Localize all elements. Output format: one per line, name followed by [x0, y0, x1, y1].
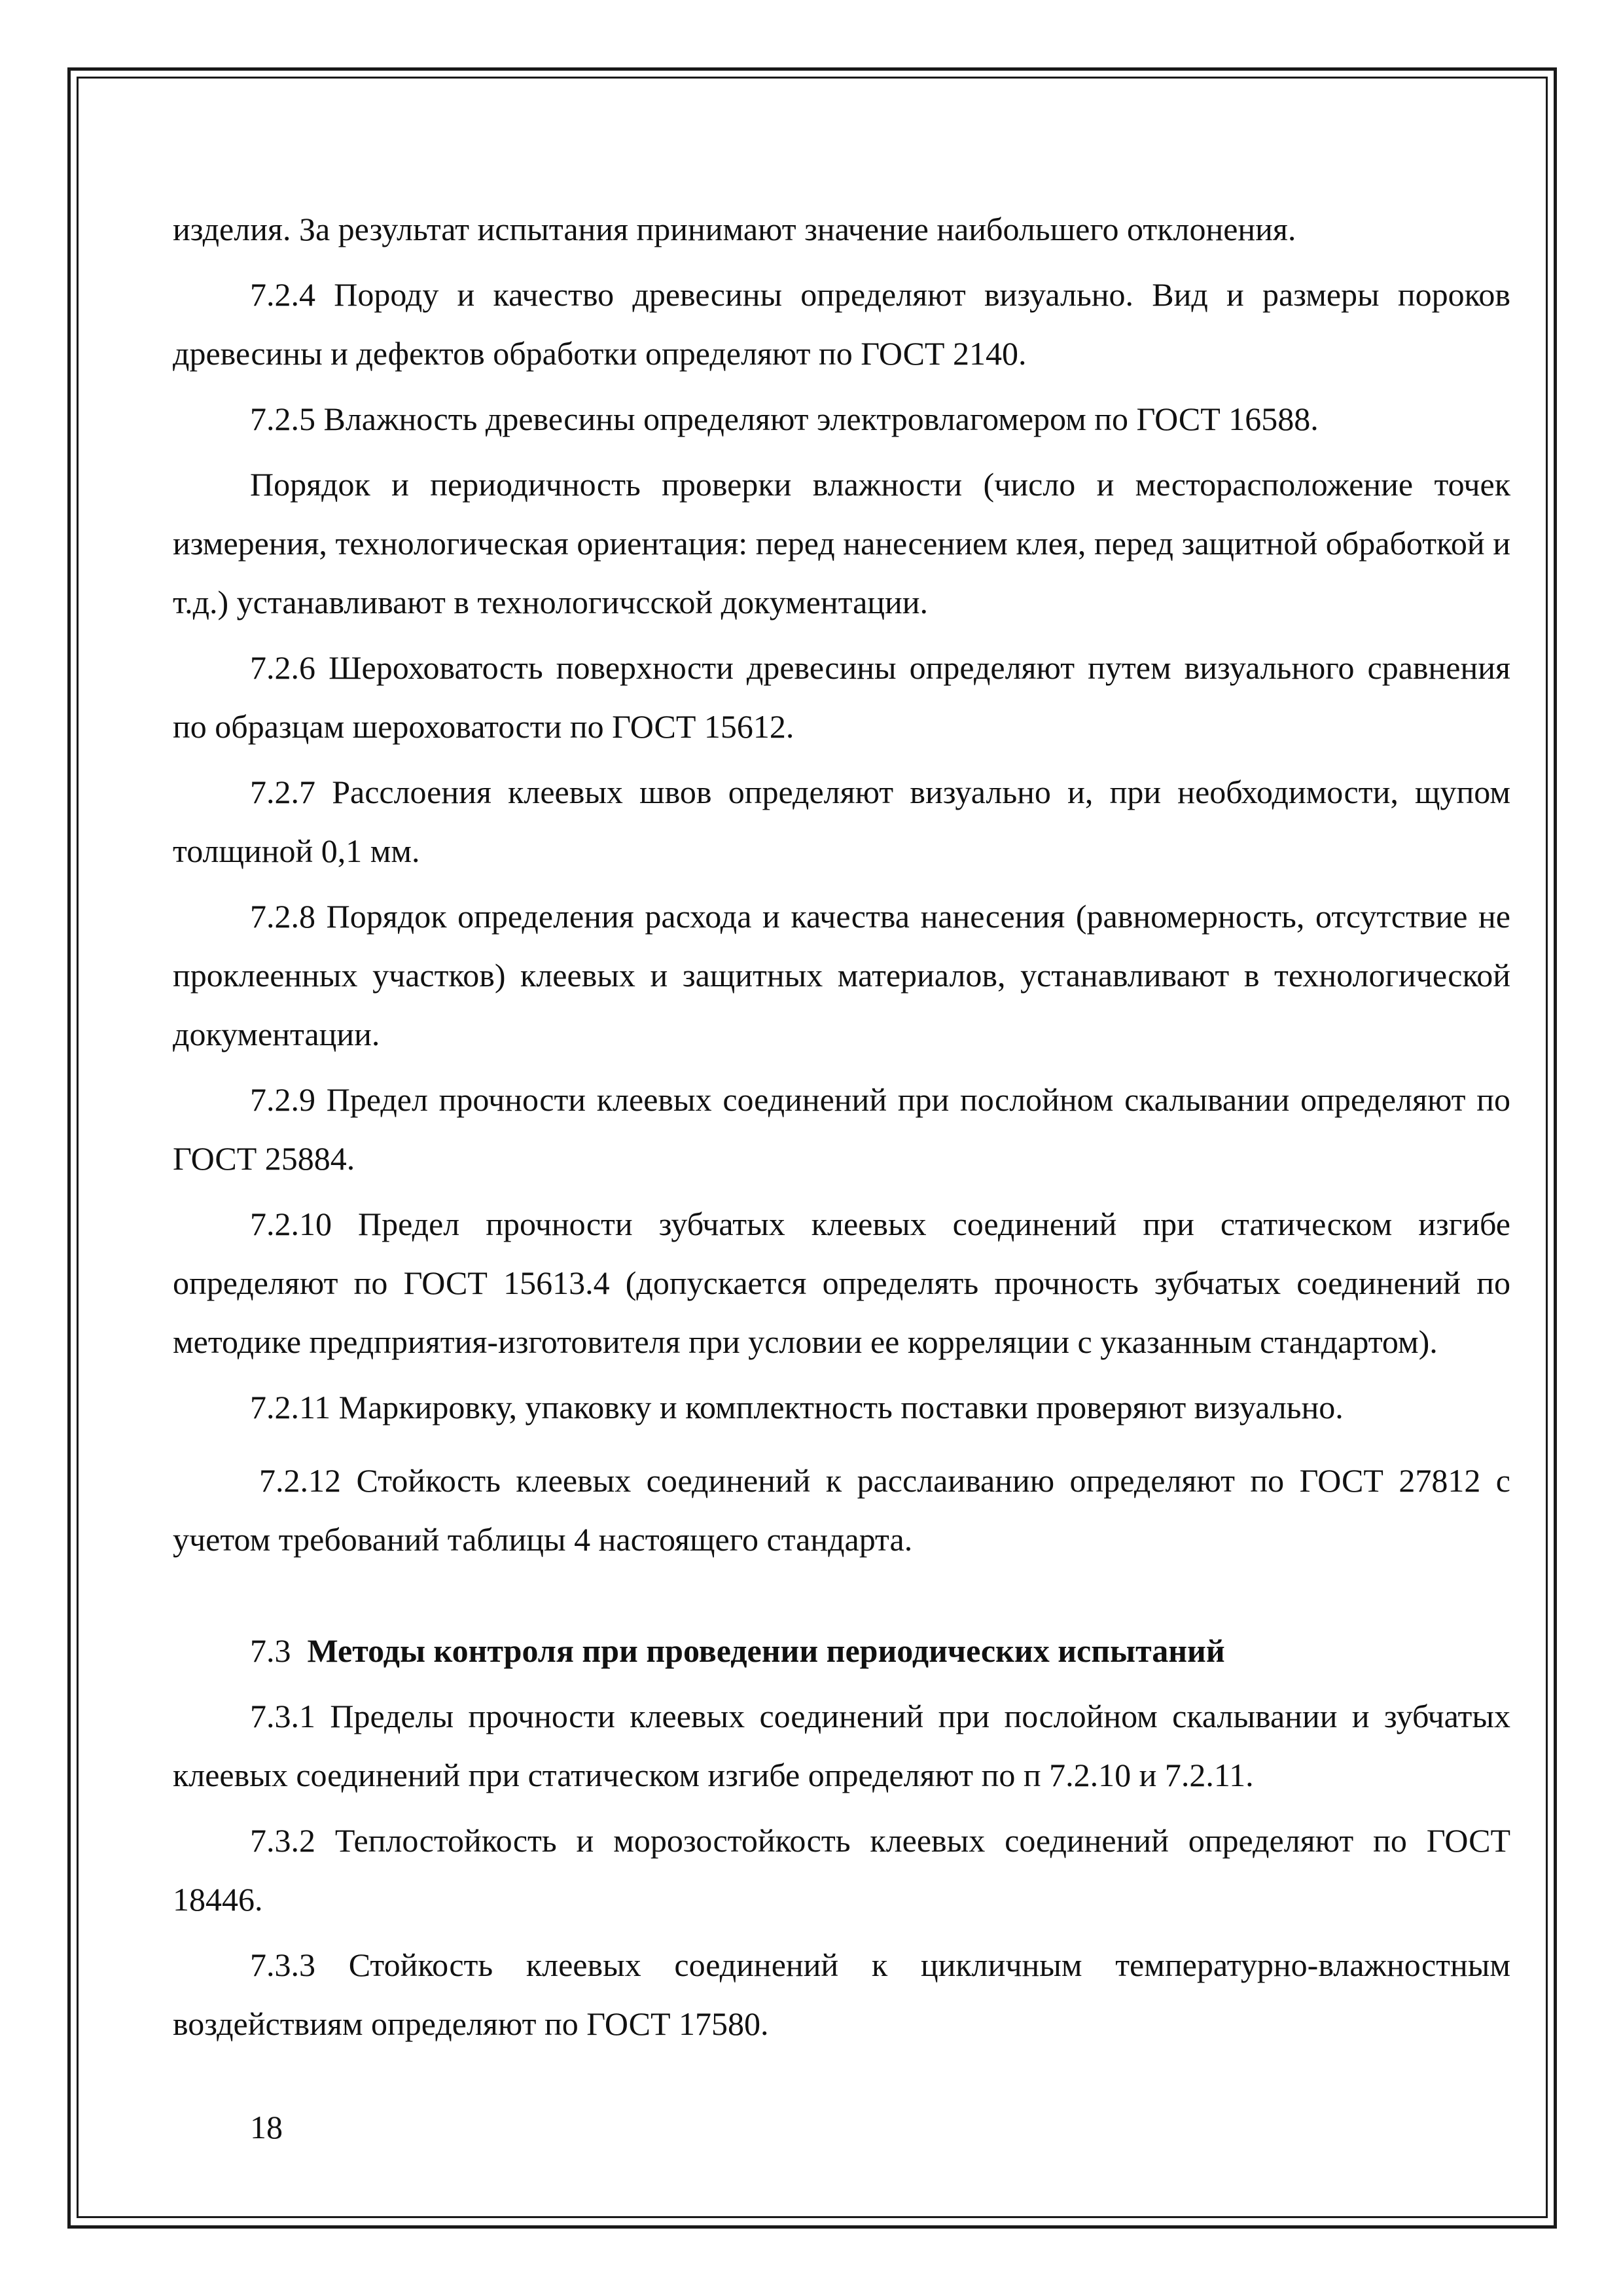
section-heading-7-3	[173, 1621, 1510, 1680]
paragraph-7-2-9: 7.2.9 Предел прочности клеевых соединений при послойном скалывании определяют по ГОСТ 25884.	[173, 1081, 1510, 1177]
paragraph-7-2-4: 7.2.4 Породу и качество древесины определяют визуально. Вид и размеры пороков древесины и дефектов обработки определяют по ГОСТ 2140.	[173, 276, 1510, 372]
paragraph-7-2-10: 7.2.10 Предел прочности зубчатых клеевых соединений при статическом изгибе определяют по ГОСТ 15613.4 (допускается определять прочность зубчатых соединений по методике предприятия-изготовителя при условии ее корреляции с указанным стандартом).	[173, 1206, 1510, 1360]
paragraph-7-3-1: 7.3.1 Пределы прочности клеевых соединений при послойном скалывании и зубчатых клеевых соединений при статическом изгибе определяют по п 7.2.10 и 7.2.11.	[173, 1698, 1510, 1793]
paragraph-7-2-12: 7.2.12 Стойкость клеевых соединений к расслаиванию определяют по ГОСТ 27812 с учетом требований таблицы 4 настоящего стандарта.	[173, 1462, 1510, 1558]
section-number: 7.3	[250, 1632, 291, 1669]
paragraph-7-2-7: 7.2.7 Расслоения клеевых швов определяют визуально и, при необходимости, щупом толщиной 0,1 мм.	[173, 774, 1510, 869]
paragraph-7-2-6: 7.2.6 Шероховатость поверхности древесины определяют путем визуального сравнения по образцам шероховатости по ГОСТ 15612.	[173, 649, 1510, 745]
paragraph-7-2-11: 7.2.11 Маркировку, упаковку и комплектность поставки проверяют визуально.	[250, 1389, 1344, 1426]
document-body	[173, 200, 1510, 2060]
paragraph-7-3-2: 7.3.2 Теплостойкость и морозостойкость клеевых соединений определяют по ГОСТ 18446.	[173, 1822, 1510, 1918]
section-title: Методы контроля при проведении периодических испытаний	[307, 1632, 1225, 1669]
paragraph-continuation: изделия. За результат испытания принимают значение наибольшего отклонения.	[173, 211, 1296, 247]
paragraph-7-2-5: 7.2.5 Влажность древесины определяют электровлагомером по ГОСТ 16588.	[250, 401, 1319, 437]
paragraph-7-3-3: 7.3.3 Стойкость клеевых соединений к цикличным температурно-влажностным воздействиям определяют по ГОСТ 17580.	[173, 1946, 1510, 2042]
page-number: 18	[250, 2109, 283, 2145]
paragraph-moisture-order: Порядок и периодичность проверки влажности (число и месторасположение точек измерения, технологическая ориентация: перед нанесением клея, перед защитной обработкой и т.д.) устанавливают в технологичсской документации.	[173, 466, 1510, 620]
paragraph-7-2-8: 7.2.8 Порядок определения расхода и качества нанесения (равномерность, отсутствие не проклеенных участков) клеевых и защитных материалов, устанавливают в технологической документации.	[173, 898, 1510, 1052]
